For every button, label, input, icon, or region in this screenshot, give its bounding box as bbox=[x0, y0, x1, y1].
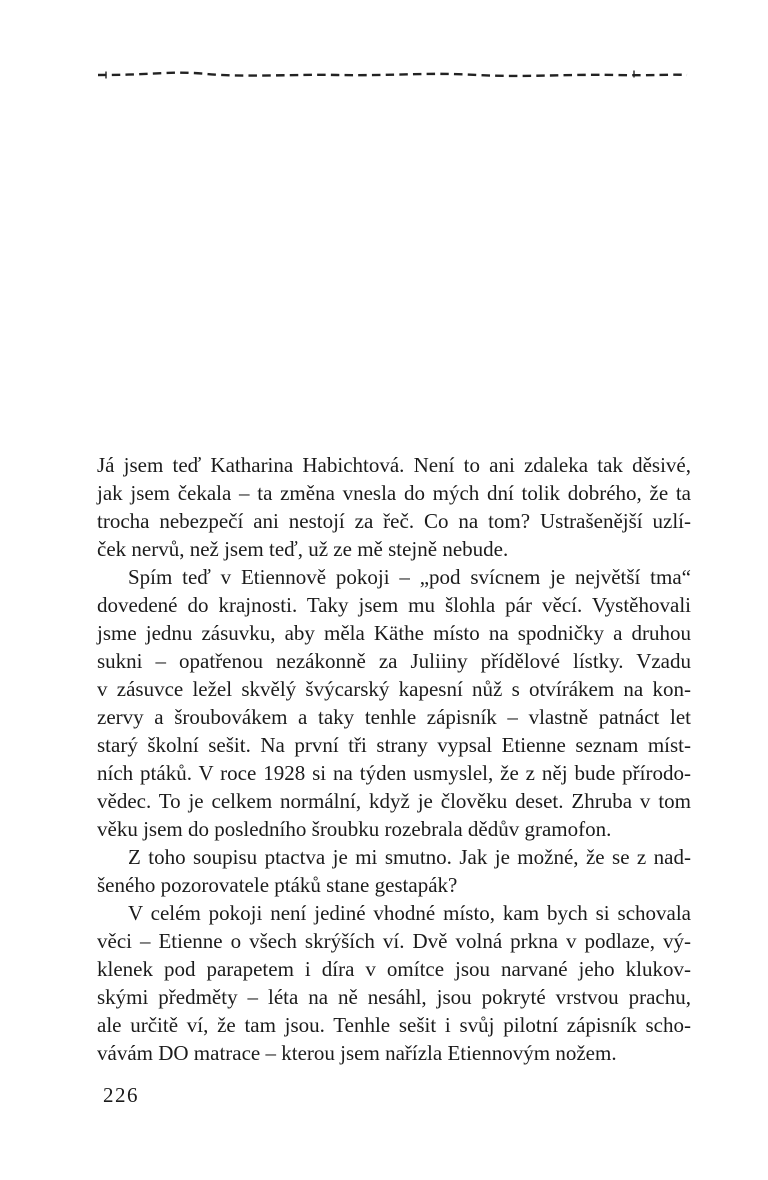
text-line: vědec. To je celkem normální, když je člověku deset. Zhruba v tom bbox=[97, 789, 691, 813]
text-line: zervy a šroubovákem a taky tenhle zápisník – vlastně patnáct let bbox=[97, 705, 691, 729]
page-number: 226 bbox=[103, 1083, 139, 1107]
text-line: šeného pozorovatele ptáků stane gestapák? bbox=[97, 873, 458, 897]
text-line: ale určitě ví, že tam jsou. Tenhle sešit i svůj pilotní zápisník scho- bbox=[97, 1013, 691, 1037]
text-line: sukni – opatřenou nezákonně za Juliiny přídělové lístky. Vzadu bbox=[97, 649, 691, 673]
text-line: věci – Etienne o všech skrýších ví. Dvě volná prkna v podlaze, vý- bbox=[97, 929, 691, 953]
text-line: vávám DO matrace – kterou jsem nařízla Etiennovým nožem. bbox=[97, 1041, 617, 1065]
text-line: ček nervů, než jsem teď, už ze mě stejně nebude. bbox=[97, 537, 509, 561]
body-text bbox=[97, 451, 691, 1067]
text-line: trocha nebezpečí ani nestojí za řeč. Co na tom? Ustrašenější uzlí- bbox=[97, 509, 691, 533]
text-line: Z toho soupisu ptactva je mi smutno. Jak je možné, že se z nad- bbox=[128, 845, 691, 869]
text-line: v zásuvce ležel skvělý švýcarský kapesní nůž s otvírákem na kon- bbox=[97, 677, 691, 701]
text-line: věku jsem do posledního šroubku rozebrala dědův gramofon. bbox=[97, 817, 612, 841]
text-line: starý školní sešit. Na první tři strany vypsal Etienne seznam míst- bbox=[97, 733, 691, 757]
text-line: Já jsem teď Katharina Habichtová. Není to ani zdaleka tak děsivé, bbox=[97, 453, 691, 477]
text-line: skými předměty – léta na ně nesáhl, jsou pokryté vrstvou prachu, bbox=[97, 985, 691, 1009]
text-line: jsme jednu zásuvku, aby měla Käthe místo na spodničky a druhou bbox=[97, 621, 691, 645]
text-line: V celém pokoji není jediné vhodné místo, kam bych si schovala bbox=[128, 901, 691, 925]
text-line: ních ptáků. V roce 1928 si na týden usmyslel, že z něj bude přírodo- bbox=[97, 761, 691, 785]
dashed-divider-icon bbox=[97, 66, 688, 84]
text-line: Spím teď v Etiennově pokoji – „pod svícnem je největší tma“ bbox=[128, 565, 691, 589]
text-line: jak jsem čekala – ta změna vnesla do mých dní tolik dobrého, že ta bbox=[97, 481, 691, 505]
text-line: dovedené do krajnosti. Taky jsem mu šlohla pár věcí. Vystěhovali bbox=[97, 593, 691, 617]
text-line: klenek pod parapetem i díra v omítce jsou narvané jeho klukov- bbox=[97, 957, 691, 981]
